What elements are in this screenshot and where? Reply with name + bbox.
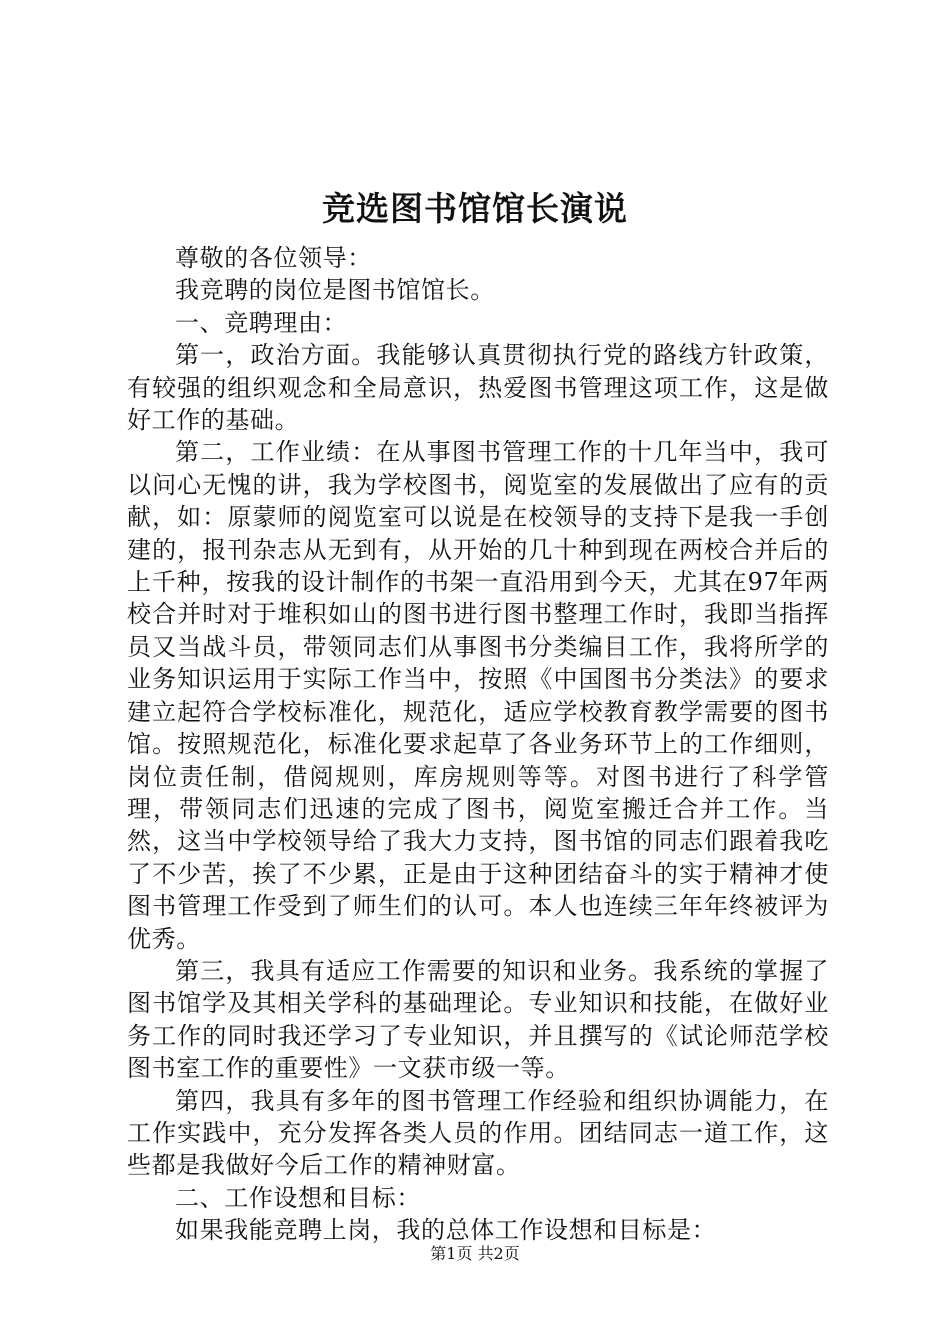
paragraph-political: 第一，政治方面。我能够认真贯彻执行党的路线方针政策，有较强的组织观念和全局意识，热爱图书管理这项工作，这是做好工作的基础。 [127,341,829,435]
document-body [127,242,829,1247]
document-title: 竞选图书馆馆长演说 [322,189,628,228]
section-heading-goals: 二、工作设想和目标： [175,1183,421,1212]
section-heading-reasons: 一、竞聘理由： [175,308,348,337]
paragraph-knowledge: 第三，我具有适应工作需要的知识和业务。我系统的掌握了图书馆学及其相关学科的基础理论。专业知识和技能，在做好业务工作的同时我还学习了专业知识，并且撰写的《试论师范学校图书室工作的重要性》一文获市级一等。 [127,956,829,1083]
paragraph-salutation: 尊敬的各位领导： [175,244,372,272]
paragraph-goals-intro: 如果我能竞聘上岗，我的总体工作设想和目标是： [175,1216,717,1245]
paragraph-position: 我竞聘的岗位是图书馆馆长。 [175,276,495,305]
paragraph-experience: 第四，我具有多年的图书管理工作经验和组织协调能力，在工作实践中，充分发挥各类人员的作用。团结同志一道工作，这些都是我做好今后工作的精神财富。 [127,1086,829,1180]
paragraph-achievements: 第二，工作业绩：在从事图书管理工作的十几年当中，我可以问心无愧的讲，我为学校图书，阅览室的发展做出了应有的贡献，如：原蒙师的阅览室可以说是在校领导的支持下是我一手创建的，报刊杂志从无到有，从开始的几十种到现在两校合并后的上千种，按我的设计制作的书架一直沿用到今天，尤其在97年两校合并时对于堆积如山的图书进行图书整理工作时，我即当指挥员又当战斗员，带领同志们从事图书分类编目工作，我将所学的业务知识运用于实际工作当中，按照《中国图书分类法》的要求建立起符合学校标准化，规范化，适应学校教育教学需要的图书馆。按照规范化，标准化要求起草了各业务环节上的工作细则，岗位责任制，借阅规则，库房规则等等。对图书进行了科学管理，带领同志们迅速的完成了图书，阅览室搬迁合并工作。当然，这当中学校领导给了我大力支持，图书馆的同志们跟着我吃了不少苦，挨了不少累，正是由于这种团结奋斗的实于精神才使图书管理工作受到了师生们的认可。本人也连续三年年终被评为优秀。 [127,438,829,953]
page-number: 第1页 共2页 [430,1244,520,1263]
